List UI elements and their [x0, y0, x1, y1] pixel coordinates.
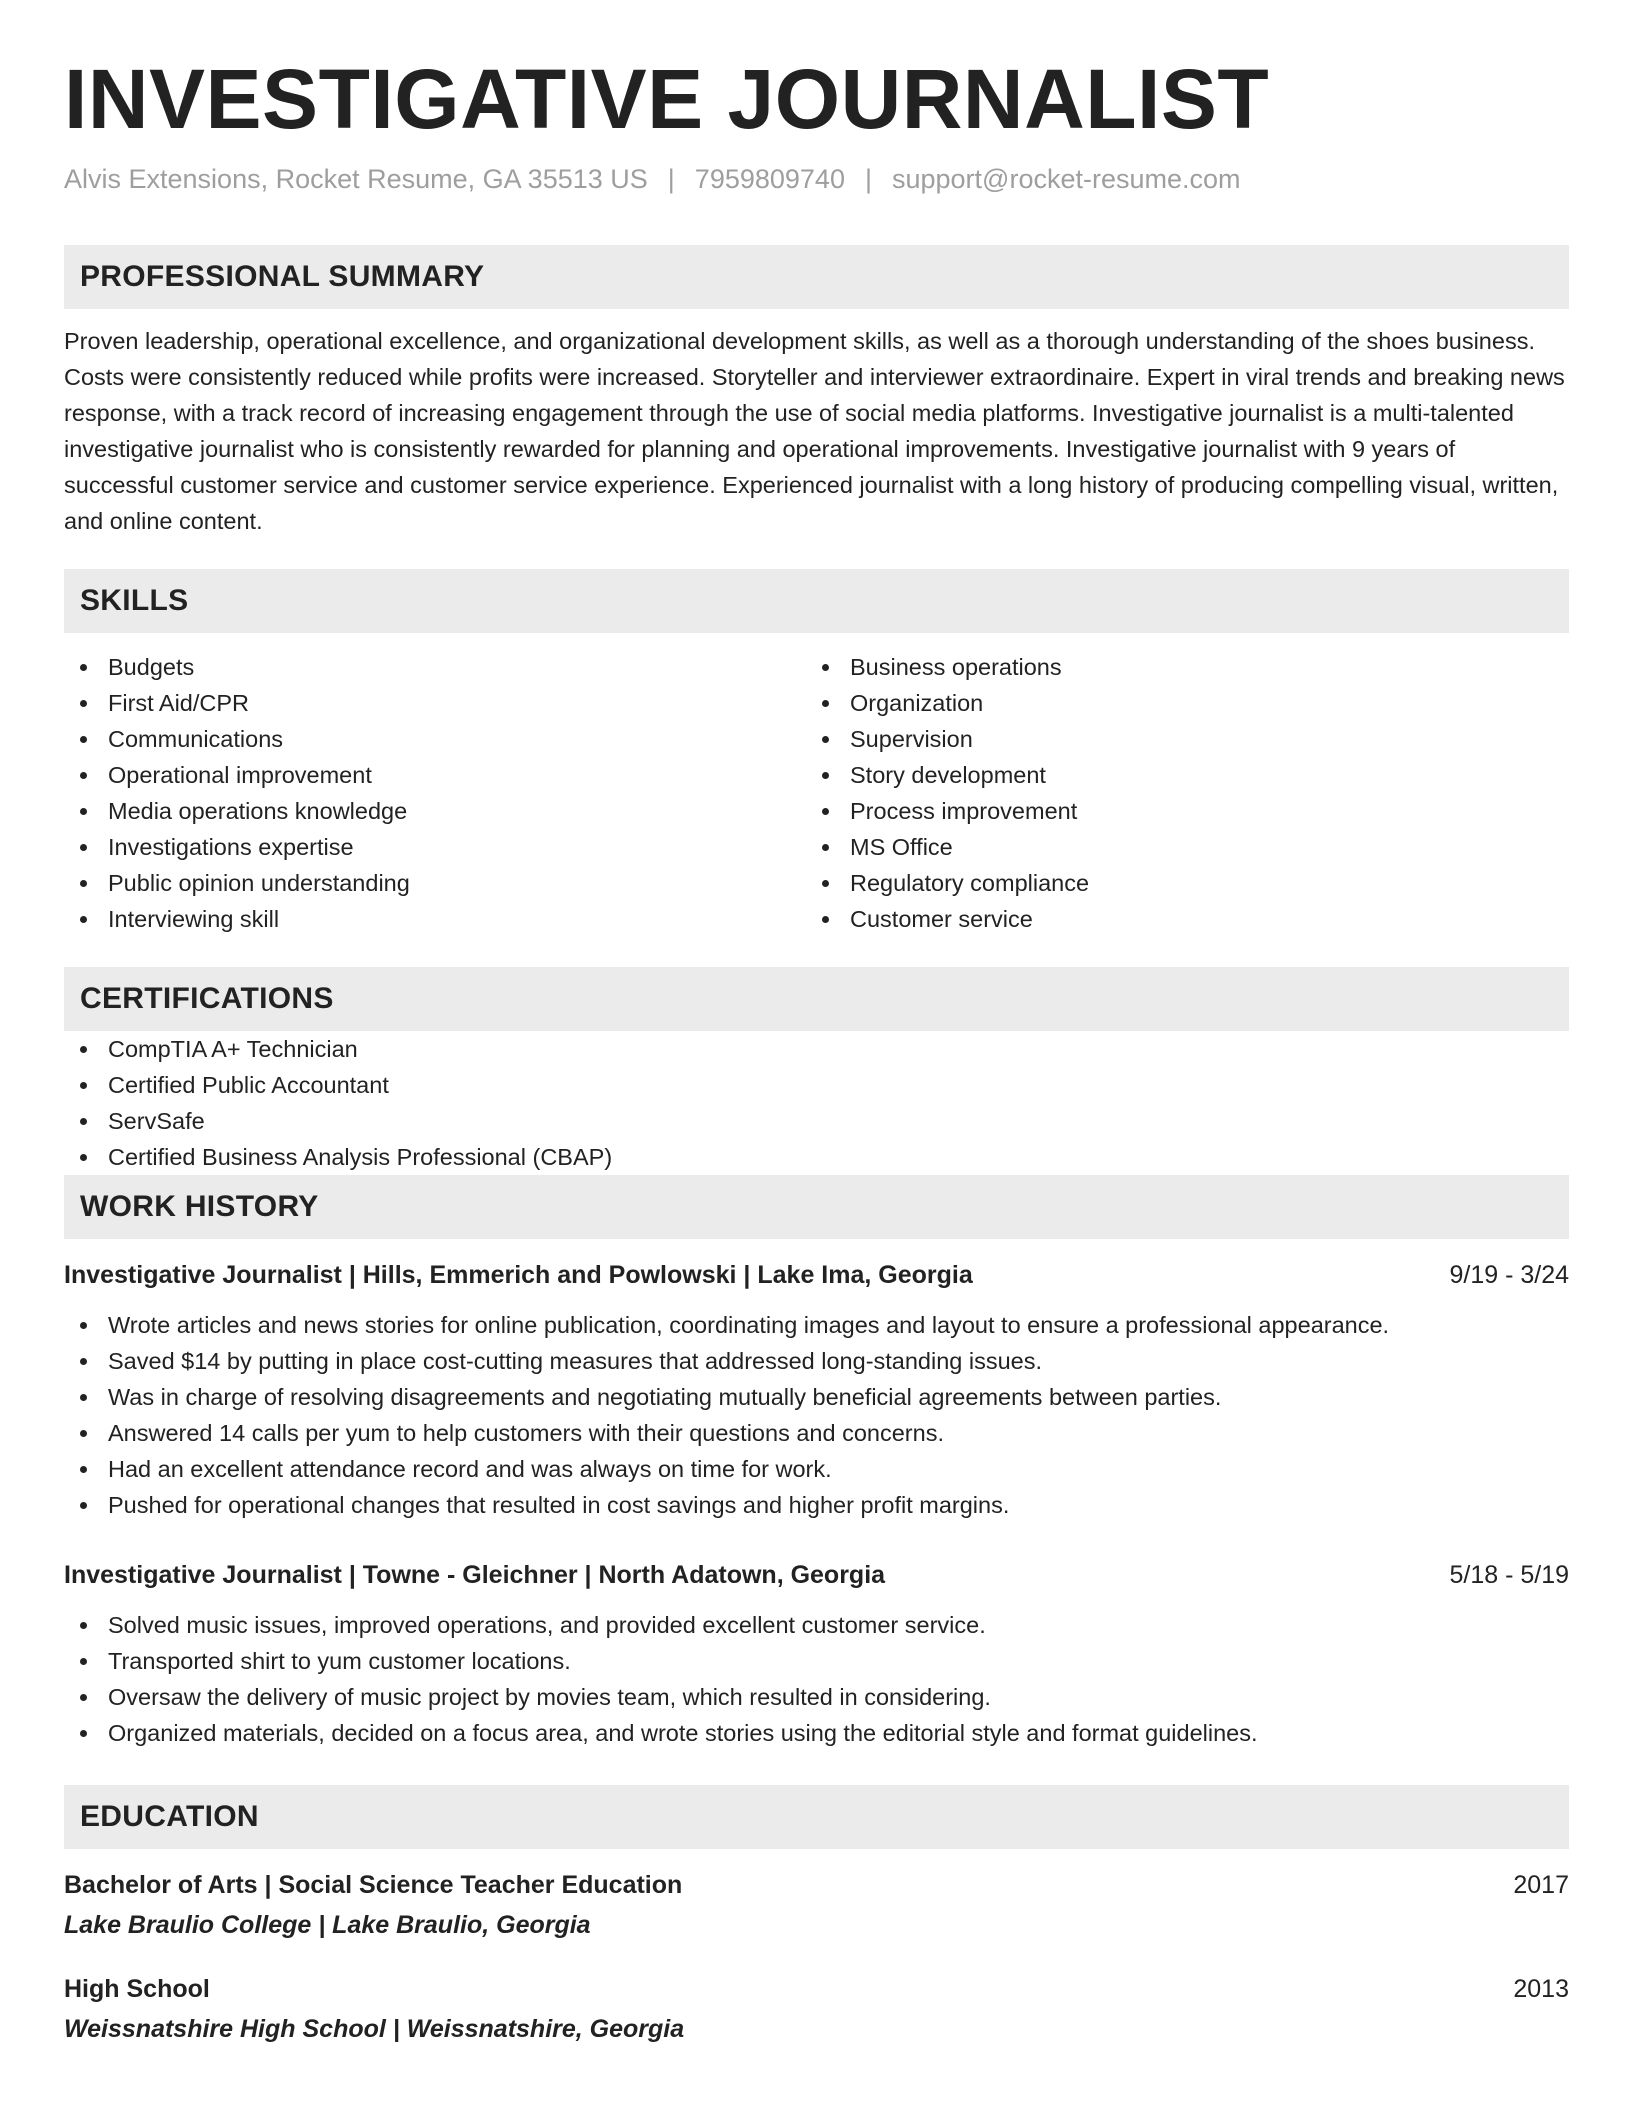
job-header [64, 1257, 1569, 1293]
job-title: Investigative Journalist | Hills, Emmerich and Powlowski | Lake Ima, Georgia [64, 1261, 973, 1290]
education-degree: Bachelor of Arts | Social Science Teacher Education [64, 1871, 683, 1900]
skill-item: First Aid/CPR [64, 685, 806, 721]
section-header-skills: SKILLS [64, 569, 1569, 633]
resume-title: INVESTIGATIVE JOURNALIST [64, 52, 1270, 146]
education-entry [64, 1867, 1569, 1943]
education-year: 2017 [1513, 1871, 1569, 1900]
job-bullet: Saved $14 by putting in place cost-cutting measures that addressed long-standing issues. [64, 1343, 1569, 1379]
skill-item: Business operations [806, 649, 1548, 685]
skill-item: MS Office [806, 829, 1548, 865]
certification-item: CompTIA A+ Technician [64, 1031, 1569, 1067]
skill-item: Communications [64, 721, 806, 757]
contact-line [64, 164, 1569, 195]
skills-grid [64, 649, 1569, 937]
skill-item: Public opinion understanding [64, 865, 806, 901]
contact-address: Alvis Extensions, Rocket Resume, GA 35513 US [64, 164, 648, 195]
job-dates: 5/18 - 5/19 [1449, 1561, 1569, 1590]
job-header [64, 1557, 1569, 1593]
education-entry [64, 1971, 1569, 2047]
skill-item: Interviewing skill [64, 901, 806, 937]
skill-item: Customer service [806, 901, 1548, 937]
skill-item: Organization [806, 685, 1548, 721]
certification-item: Certified Business Analysis Professional (CBAP) [64, 1139, 1569, 1175]
job-dates: 9/19 - 3/24 [1449, 1261, 1569, 1290]
skill-item: Operational improvement [64, 757, 806, 793]
education-year: 2013 [1513, 1975, 1569, 2004]
job-bullet: Answered 14 calls per yum to help customers with their questions and concerns. [64, 1415, 1569, 1451]
job-bullet: Organized materials, decided on a focus area, and wrote stories using the editorial style and format guidelines. [64, 1715, 1569, 1751]
certifications-list [64, 1031, 1569, 1175]
job-title: Investigative Journalist | Towne - Gleichner | North Adatown, Georgia [64, 1561, 886, 1590]
education-degree: High School [64, 1975, 210, 2004]
skill-item: Budgets [64, 649, 806, 685]
certification-item: Certified Public Accountant [64, 1067, 1569, 1103]
skill-item: Regulatory compliance [806, 865, 1548, 901]
education-header [64, 1971, 1569, 2007]
job-entry [64, 1257, 1569, 1523]
education-school: Lake Braulio College | Lake Braulio, Georgia [64, 1911, 591, 1940]
section-header-certifications: CERTIFICATIONS [64, 967, 1569, 1031]
job-bullet: Was in charge of resolving disagreements and negotiating mutually beneficial agreements between parties. [64, 1379, 1569, 1415]
certification-item: ServSafe [64, 1103, 1569, 1139]
skill-item: Process improvement [806, 793, 1548, 829]
job-bullet: Transported shirt to yum customer locations. [64, 1643, 1569, 1679]
job-bullet: Solved music issues, improved operations, and provided excellent customer service. [64, 1607, 1569, 1643]
skill-item: Supervision [806, 721, 1548, 757]
job-bullet: Oversaw the delivery of music project by movies team, which resulted in considering. [64, 1679, 1569, 1715]
skill-item: Story development [806, 757, 1548, 793]
summary-text: Proven leadership, operational excellence, and organizational development skills, as well as a thorough understanding of the shoes business. Costs were consistently reduced while profits were increased. Storyteller and interviewer extraordinaire. Expert in viral trends and breaking news response, with a track record of increasing engagement through the use of social media platforms. Investigative journalist is a multi-talented investigative journalist who is consistently rewarded for planning and operational improvements. Investigative journalist with 9 years of successful customer service and customer service experience. Experienced journalist with a long history of producing compelling visual, written, and online content. [64, 328, 1565, 535]
education-header [64, 1867, 1569, 1903]
job-bullet: Pushed for operational changes that resulted in cost savings and higher profit margins. [64, 1487, 1569, 1523]
job-bullets [64, 1307, 1569, 1523]
section-header-education: EDUCATION [64, 1785, 1569, 1849]
section-header-summary: PROFESSIONAL SUMMARY [64, 245, 1569, 309]
section-header-work-history: WORK HISTORY [64, 1175, 1569, 1239]
job-bullet: Wrote articles and news stories for online publication, coordinating images and layout to ensure a professional appearance. [64, 1307, 1569, 1343]
job-bullets [64, 1607, 1569, 1751]
contact-separator: | [864, 164, 872, 195]
skills-column-right [806, 649, 1548, 937]
contact-phone: 7959809740 [694, 164, 845, 195]
skill-item: Media operations knowledge [64, 793, 806, 829]
job-entry [64, 1557, 1569, 1751]
education-school: Weissnatshire High School | Weissnatshire, Georgia [64, 2015, 685, 2044]
contact-email: support@rocket-resume.com [891, 164, 1241, 195]
contact-separator: | [667, 164, 675, 195]
skills-column-left [64, 649, 806, 937]
skill-item: Investigations expertise [64, 829, 806, 865]
job-bullet: Had an excellent attendance record and was always on time for work. [64, 1451, 1569, 1487]
